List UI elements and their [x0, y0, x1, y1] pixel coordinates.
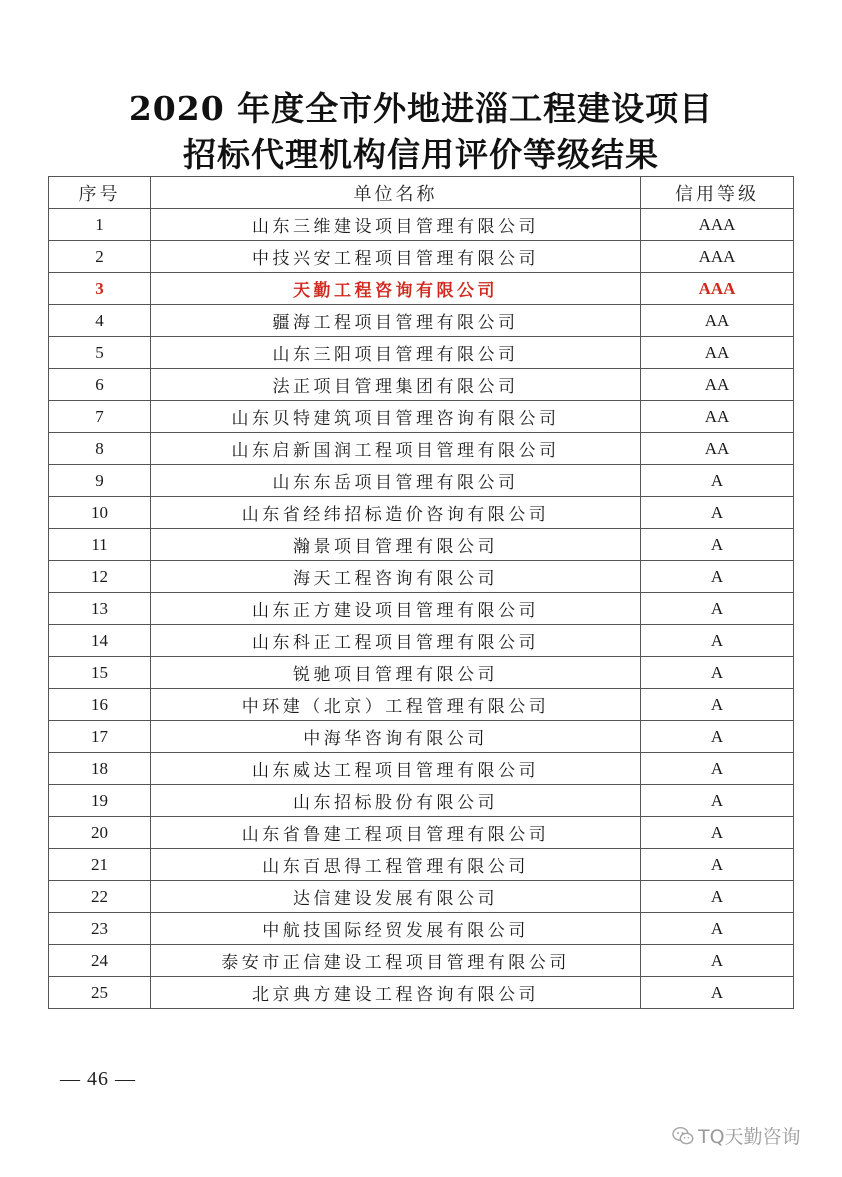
table-row	[49, 401, 794, 433]
row-credit-grade: A	[641, 945, 794, 977]
table-row	[49, 305, 794, 337]
row-credit-grade: AAA	[641, 273, 794, 305]
table-row	[49, 433, 794, 465]
row-credit-grade: A	[641, 753, 794, 785]
row-credit-grade: A	[641, 785, 794, 817]
table-row	[49, 753, 794, 785]
row-credit-grade: AA	[641, 337, 794, 369]
row-company-name: 山东省经纬招标造价咨询有限公司	[151, 497, 641, 529]
header-serial-number: 序号	[49, 177, 151, 209]
row-credit-grade: AAA	[641, 209, 794, 241]
table-row	[49, 785, 794, 817]
row-credit-grade: AA	[641, 433, 794, 465]
row-serial-number: 13	[49, 593, 151, 625]
row-serial-number: 5	[49, 337, 151, 369]
header-credit-grade: 信用等级	[641, 177, 794, 209]
row-credit-grade: AA	[641, 401, 794, 433]
row-serial-number: 14	[49, 625, 151, 657]
table-row	[49, 945, 794, 977]
watermark	[672, 1122, 801, 1149]
table-row	[49, 817, 794, 849]
row-company-name: 山东省鲁建工程项目管理有限公司	[151, 817, 641, 849]
row-credit-grade: A	[641, 849, 794, 881]
document-title-line-1: 2020 年度全市外地进淄工程建设项目	[128, 89, 714, 128]
row-serial-number: 10	[49, 497, 151, 529]
row-company-name: 泰安市正信建设工程项目管理有限公司	[151, 945, 641, 977]
row-credit-grade: AAA	[641, 241, 794, 273]
row-company-name: 山东科正工程项目管理有限公司	[151, 625, 641, 657]
row-credit-grade: A	[641, 593, 794, 625]
table-row	[49, 241, 794, 273]
row-company-name: 中技兴安工程项目管理有限公司	[151, 241, 641, 273]
table-row	[49, 881, 794, 913]
row-serial-number: 22	[49, 881, 151, 913]
row-credit-grade: A	[641, 881, 794, 913]
row-serial-number: 11	[49, 529, 151, 561]
table-row	[49, 657, 794, 689]
row-credit-grade: AA	[641, 305, 794, 337]
row-company-name: 山东贝特建筑项目管理咨询有限公司	[151, 401, 641, 433]
table-row	[49, 721, 794, 753]
row-company-name: 达信建设发展有限公司	[151, 881, 641, 913]
table-row	[49, 337, 794, 369]
row-serial-number: 18	[49, 753, 151, 785]
wechat-icon	[672, 1126, 694, 1146]
row-serial-number: 17	[49, 721, 151, 753]
table-row	[49, 273, 794, 305]
table-row	[49, 849, 794, 881]
row-credit-grade: A	[641, 465, 794, 497]
row-serial-number: 9	[49, 465, 151, 497]
table-row	[49, 561, 794, 593]
row-serial-number: 19	[49, 785, 151, 817]
row-company-name: 锐驰项目管理有限公司	[151, 657, 641, 689]
row-serial-number: 15	[49, 657, 151, 689]
table-row	[49, 465, 794, 497]
table-row	[49, 977, 794, 1009]
row-company-name: 山东招标股份有限公司	[151, 785, 641, 817]
row-credit-grade: A	[641, 497, 794, 529]
header-company-name: 单位名称	[151, 177, 641, 209]
row-serial-number: 3	[49, 273, 151, 305]
row-serial-number: 25	[49, 977, 151, 1009]
row-company-name: 天勤工程咨询有限公司	[151, 273, 641, 305]
row-serial-number: 8	[49, 433, 151, 465]
table-row	[49, 913, 794, 945]
row-serial-number: 21	[49, 849, 151, 881]
table-body	[49, 209, 794, 1009]
row-company-name: 中海华咨询有限公司	[151, 721, 641, 753]
row-company-name: 山东启新国润工程项目管理有限公司	[151, 433, 641, 465]
row-company-name: 海天工程咨询有限公司	[151, 561, 641, 593]
row-serial-number: 24	[49, 945, 151, 977]
row-serial-number: 7	[49, 401, 151, 433]
watermark-text: TQ天勤咨询	[698, 1126, 801, 1148]
row-serial-number: 20	[49, 817, 151, 849]
row-credit-grade: A	[641, 913, 794, 945]
table-row	[49, 529, 794, 561]
document-title-line-2: 招标代理机构信用评价等级结果	[183, 135, 659, 174]
table-row	[49, 497, 794, 529]
row-company-name: 山东百思得工程管理有限公司	[151, 849, 641, 881]
table-row	[49, 369, 794, 401]
table-row	[49, 625, 794, 657]
row-company-name: 山东三阳项目管理有限公司	[151, 337, 641, 369]
credit-rating-table	[48, 176, 794, 1009]
row-company-name: 中航技国际经贸发展有限公司	[151, 913, 641, 945]
row-company-name: 山东三维建设项目管理有限公司	[151, 209, 641, 241]
row-company-name: 山东东岳项目管理有限公司	[151, 465, 641, 497]
table-header-row	[49, 177, 794, 209]
row-credit-grade: A	[641, 721, 794, 753]
row-credit-grade: A	[641, 657, 794, 689]
row-company-name: 北京典方建设工程咨询有限公司	[151, 977, 641, 1009]
row-company-name: 中环建（北京）工程管理有限公司	[151, 689, 641, 721]
table-row	[49, 209, 794, 241]
row-serial-number: 4	[49, 305, 151, 337]
row-company-name: 山东威达工程项目管理有限公司	[151, 753, 641, 785]
row-credit-grade: A	[641, 529, 794, 561]
row-serial-number: 12	[49, 561, 151, 593]
row-serial-number: 1	[49, 209, 151, 241]
table-row	[49, 689, 794, 721]
row-company-name: 疆海工程项目管理有限公司	[151, 305, 641, 337]
row-serial-number: 23	[49, 913, 151, 945]
row-credit-grade: AA	[641, 369, 794, 401]
row-credit-grade: A	[641, 817, 794, 849]
row-credit-grade: A	[641, 689, 794, 721]
row-company-name: 山东正方建设项目管理有限公司	[151, 593, 641, 625]
table-row	[49, 593, 794, 625]
row-serial-number: 2	[49, 241, 151, 273]
row-credit-grade: A	[641, 561, 794, 593]
row-company-name: 法正项目管理集团有限公司	[151, 369, 641, 401]
row-credit-grade: A	[641, 977, 794, 1009]
row-credit-grade: A	[641, 625, 794, 657]
row-serial-number: 16	[49, 689, 151, 721]
page-number: — 46 —	[60, 1068, 136, 1090]
row-company-name: 瀚景项目管理有限公司	[151, 529, 641, 561]
row-serial-number: 6	[49, 369, 151, 401]
